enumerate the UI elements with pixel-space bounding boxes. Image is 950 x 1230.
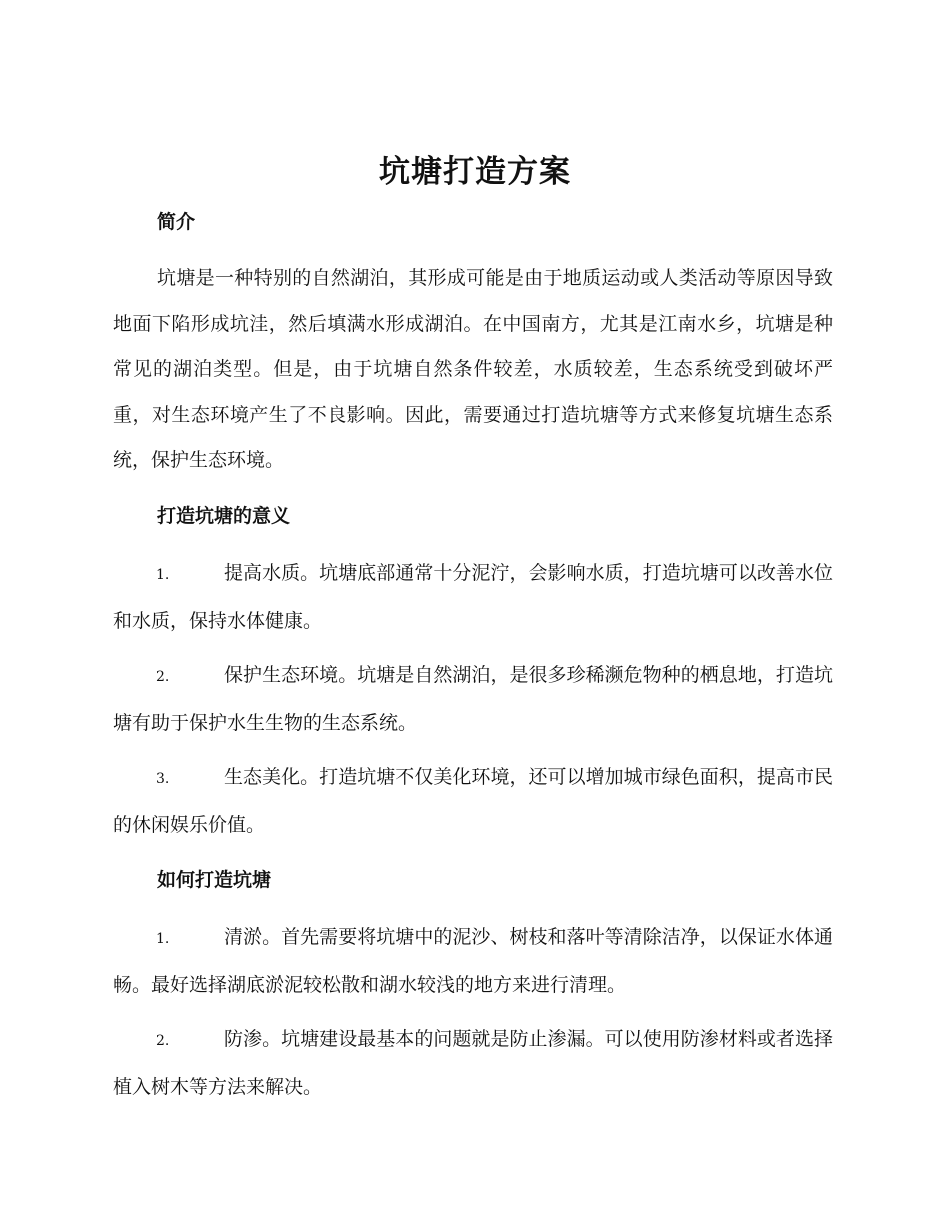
list-item [113, 915, 833, 1008]
intro-paragraph: 坑塘是一种特别的自然湖泊，其形成可能是由于地质运动或人类活动等原因导致地面下陷形成坑洼，然后填满水形成湖泊。在中国南方，尤其是江南水乡，坑塘是种常见的湖泊类型。但是，由于坑塘自然条件较差，水质较差，生态系统受到破坏严重，对生态环境产生了不良影响。因此，需要通过打造坑塘等方式来修复坑塘生态系统，保护生态环境。 [113, 267, 833, 471]
list-item [113, 551, 833, 644]
section-heading-significance: 打造坑塘的意义 [157, 505, 291, 527]
document-title: 坑塘打造方案 [379, 154, 571, 190]
list-item-number: 1. [156, 931, 170, 947]
list-item [113, 653, 833, 746]
list-item-text: 清淤。首先需要将坑塘中的泥沙、树枝和落叶等清除洁净，以保证水体通畅。最好选择湖底淤泥较松散和湖水较浅的地方来进行清理。 [113, 926, 833, 996]
list-item-number: 2. [156, 1033, 170, 1049]
list-item-text: 保护生态环境。坑塘是自然湖泊，是很多珍稀濒危物种的栖息地，打造坑塘有助于保护水生生物的生态系统。 [113, 664, 833, 734]
list-item [113, 1017, 833, 1110]
list-item-number: 1. [156, 567, 170, 583]
list-item [113, 755, 833, 848]
list-item-number: 2. [156, 669, 170, 685]
section-heading-how-to: 如何打造坑塘 [157, 869, 272, 891]
list-item-text: 防渗。坑塘建设最基本的问题就是防止渗漏。可以使用防渗材料或者选择植入树木等方法来解决。 [113, 1028, 833, 1098]
list-item-text: 提高水质。坑塘底部通常十分泥泞，会影响水质，打造坑塘可以改善水位和水质，保持水体健康。 [113, 562, 833, 632]
section-heading-intro: 简介 [157, 211, 196, 233]
list-item-number: 3. [156, 771, 170, 787]
list-item-text: 生态美化。打造坑塘不仅美化环境，还可以增加城市绿色面积，提高市民的休闲娱乐价值。 [113, 766, 833, 836]
